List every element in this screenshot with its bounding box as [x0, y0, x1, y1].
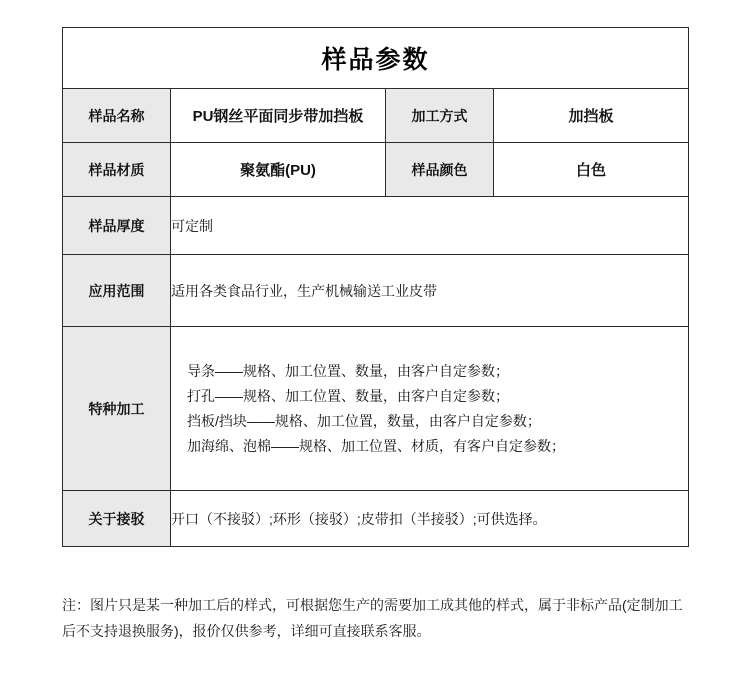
table-row-material	[63, 143, 689, 197]
material-label: 样品材质	[63, 143, 171, 197]
special-processing-list	[171, 353, 688, 465]
joint-label: 关于接驳	[63, 491, 171, 547]
special-processing-item: 打孔——规格、加工位置、数量，由客户自定参数；	[187, 387, 509, 404]
color-label: 样品颜色	[386, 143, 494, 197]
color-value: 白色	[494, 143, 689, 197]
special-processing-label: 特种加工	[63, 327, 171, 491]
thickness-value: 可定制	[171, 197, 689, 255]
table-row-joint	[63, 491, 689, 547]
table-row-thickness	[63, 197, 689, 255]
sample-name-label: 样品名称	[63, 89, 171, 143]
special-processing-item: 导条——规格、加工位置、数量，由客户自定参数；	[187, 362, 509, 379]
application-value: 适用各类食品行业，生产机械输送工业皮带	[171, 255, 689, 327]
special-processing-value	[171, 327, 689, 491]
material-value: 聚氨酯(PU)	[171, 143, 386, 197]
sample-parameters-table	[62, 27, 689, 547]
thickness-label: 样品厚度	[63, 197, 171, 255]
special-processing-item: 加海绵、泡棉——规格、加工位置、材质，有客户自定参数；	[187, 437, 565, 454]
table-row-name	[63, 89, 689, 143]
sample-name-value: PU钢丝平面同步带加挡板	[171, 89, 386, 143]
table-row-title	[63, 28, 689, 89]
joint-value: 开口（不接驳）;环形（接驳）;皮带扣（半接驳）;可供选择。	[171, 491, 689, 547]
page-title: 样品参数	[63, 28, 689, 89]
special-processing-item: 挡板/挡块——规格、加工位置，数量，由客户自定参数；	[187, 412, 541, 429]
table-row-special-processing	[63, 327, 689, 491]
process-value: 加挡板	[494, 89, 689, 143]
footnote: 注：图片只是某一种加工后的样式，可根据您生产的需要加工成其他的样式，属于非标产品(定制加工后不支持退换服务)，报价仅供参考，详细可直接联系客服。	[62, 597, 683, 639]
table-row-application	[63, 255, 689, 327]
application-label: 应用范围	[63, 255, 171, 327]
process-label: 加工方式	[386, 89, 494, 143]
